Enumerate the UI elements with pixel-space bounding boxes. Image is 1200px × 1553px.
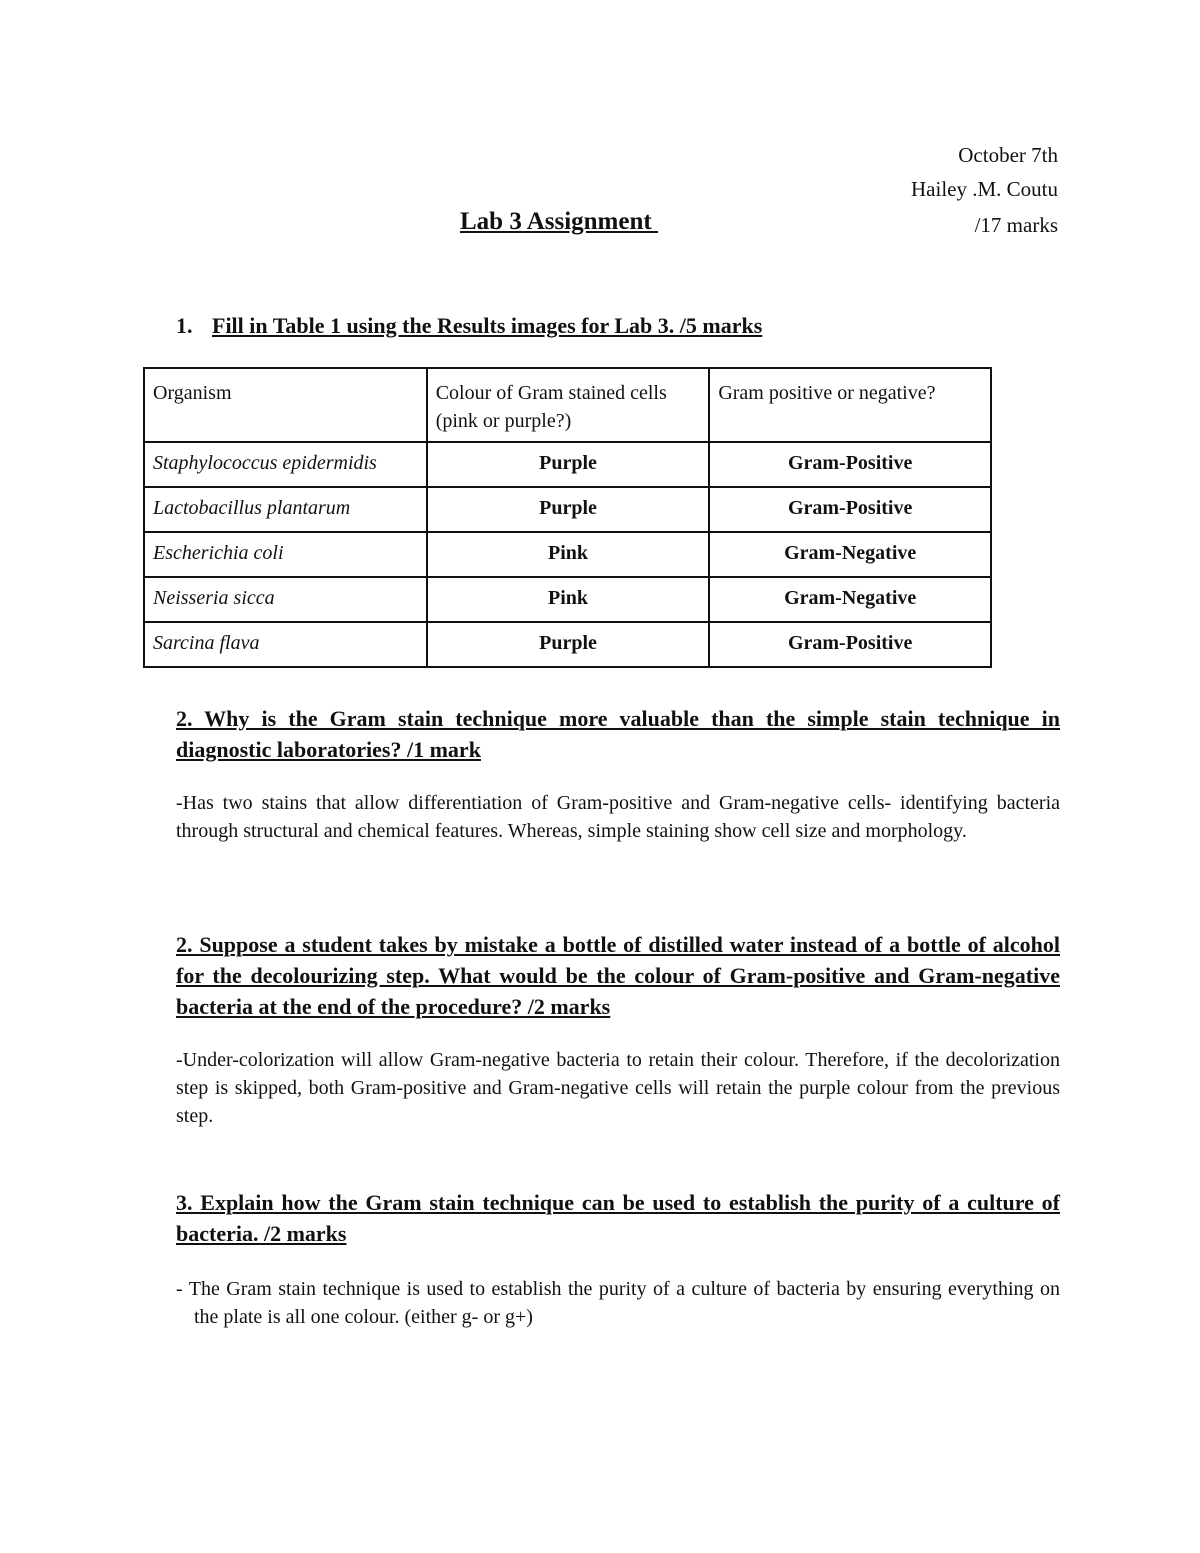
results-table xyxy=(143,367,992,668)
organism-cell: Neisseria sicca xyxy=(144,577,427,622)
colour-cell: Purple xyxy=(427,442,710,487)
gram-cell: Gram-Positive xyxy=(709,487,991,532)
colour-cell: Purple xyxy=(427,487,710,532)
colour-cell: Purple xyxy=(427,622,710,667)
table-header-row xyxy=(144,368,991,442)
question-1-text: Fill in Table 1 using the Results images for Lab 3. /5 marks xyxy=(212,313,763,338)
organism-cell: Staphylococcus epidermidis xyxy=(144,442,427,487)
organism-cell: Escherichia coli xyxy=(144,532,427,577)
table-row xyxy=(144,487,991,532)
gram-cell: Gram-Positive xyxy=(709,442,991,487)
question-3-heading: 2. Suppose a student takes by mistake a bottle of distilled water instead of a bottle of alcohol for the decolourizing step. What would be the colour of Gram-positive and Gram-negative bacteria at the end of the procedure? /2 marks xyxy=(176,932,1060,1019)
header-organism: Organism xyxy=(144,368,427,442)
organism-cell: Sarcina flava xyxy=(144,622,427,667)
date: October 7th xyxy=(958,143,1058,167)
header-colour: Colour of Gram stained cells (pink or purple?) xyxy=(427,368,710,442)
gram-cell: Gram-Negative xyxy=(709,577,991,622)
question-3-answer: -Under-colorization will allow Gram-negative bacteria to retain their colour. Therefore, if the decolorization step is skipped, both Gram-positive and Gram-negative cells will retain the purple colour from the previous step. xyxy=(176,1049,1060,1127)
gram-cell: Gram-Negative xyxy=(709,532,991,577)
question-4-answer: - The Gram stain technique is used to establish the purity of a culture of bacteria by ensuring everything on the plate is all one colour. (either g- or g+) xyxy=(176,1278,1060,1328)
total-marks: /17 marks xyxy=(974,213,1058,237)
question-2-answer: -Has two stains that allow differentiation of Gram-positive and Gram-negative cells- identifying bacteria through structural and chemical features. Whereas, simple staining show cell size and morphology. xyxy=(176,792,1060,842)
table-row xyxy=(144,622,991,667)
question-2-heading: 2. Why is the Gram stain technique more valuable than the simple stain technique in diagnostic laboratories? /1 mark xyxy=(176,706,1060,762)
table-row xyxy=(144,442,991,487)
colour-cell: Pink xyxy=(427,532,710,577)
author-name: Hailey .M. Coutu xyxy=(911,177,1058,201)
header-gram: Gram positive or negative? xyxy=(709,368,991,442)
gram-cell: Gram-Positive xyxy=(709,622,991,667)
table-row xyxy=(144,577,991,622)
question-1-number: 1. xyxy=(176,313,193,338)
question-1-heading xyxy=(176,310,1060,341)
question-4-heading: 3. Explain how the Gram stain technique can be used to establish the purity of a culture of bacteria. /2 marks xyxy=(176,1190,1060,1246)
page-title: Lab 3 Assignment xyxy=(460,208,658,235)
table-row xyxy=(144,532,991,577)
organism-cell: Lactobacillus plantarum xyxy=(144,487,427,532)
colour-cell: Pink xyxy=(427,577,710,622)
